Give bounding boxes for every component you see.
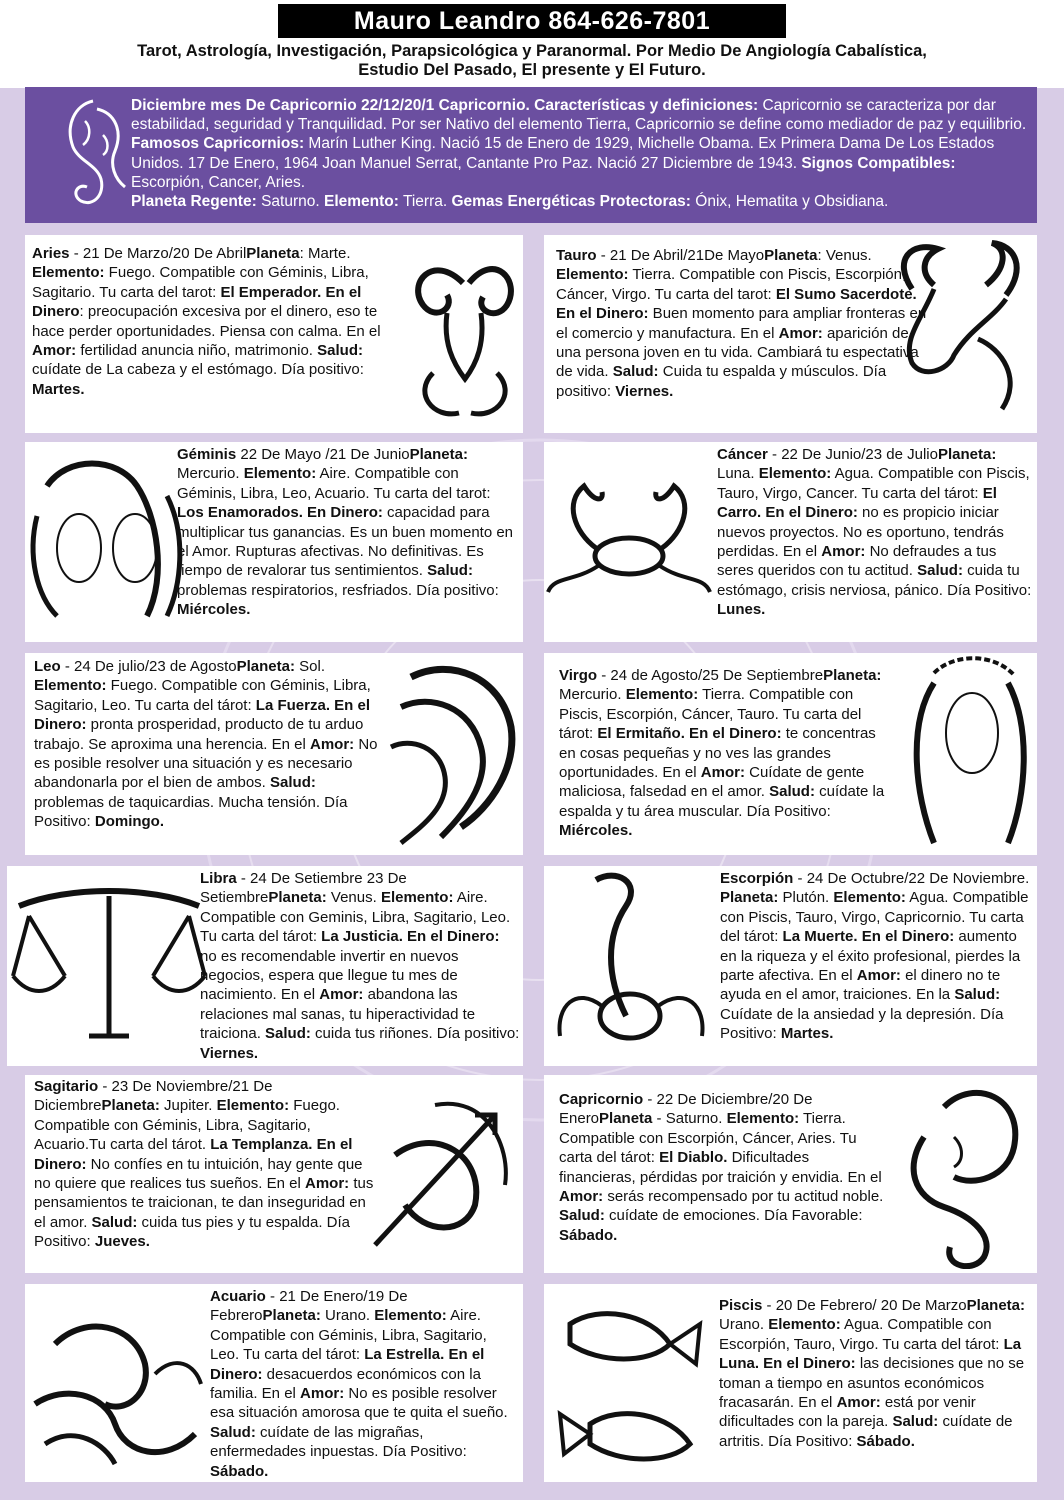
sign-text	[720, 869, 1032, 1044]
sign-money-label: En el Dinero:	[759, 1355, 856, 1373]
sign-card: La Muerte.	[782, 928, 858, 946]
sign-name: Libra	[200, 870, 237, 887]
sign-card: El Ermitaño.	[597, 725, 685, 743]
sign-name: Cáncer	[717, 446, 768, 463]
sign-element-label: Elemento:	[758, 465, 832, 483]
sign-element: Agua. Compatible con Piscis, Tauro, Virgo, Capricornio. Tu carta del tárot:	[720, 889, 1029, 946]
sign-card: La Estrella.	[364, 1346, 445, 1364]
sign-card: La Justicia.	[321, 928, 403, 946]
sign-day: Jueves.	[94, 1233, 150, 1251]
sign-name: Leo	[34, 658, 61, 675]
sign-element: Tierra. Compatible con Escorpión, Cáncer, Aries. Tu carta del tárot:	[559, 1110, 857, 1167]
sign-love-label: Amor:	[32, 342, 77, 360]
sign-health-label: Salud:	[769, 783, 815, 801]
aquarius-water-bearer-icon	[25, 1304, 210, 1474]
libra-scales-icon	[9, 886, 209, 1046]
element-label: Elemento:	[323, 193, 399, 211]
sign-love-label: Amor:	[778, 324, 823, 342]
sign-element: Aire. Compatible con Géminis, Libra, Sagitario, Leo. Tu carta del tárot:	[210, 1307, 487, 1364]
sign-planet: Luna.	[717, 465, 759, 483]
sign-text	[200, 869, 520, 1063]
sign-money-label: En el Dinero:	[857, 928, 955, 946]
sign-health-label: Salud:	[265, 1025, 311, 1043]
sign-money: No confíes en tu intuición, hay gente que no quiere que realices tus sueños. En el	[34, 1155, 363, 1193]
sign-money: Dificultades financieras, pérdidas por traición y envidia. En el	[559, 1149, 882, 1186]
sign-card-virgo	[544, 653, 1037, 855]
sign-element-label: Elemento:	[833, 889, 906, 907]
capricorn-month-panel	[25, 87, 1037, 223]
sign-planet: : Venus.	[817, 247, 872, 264]
sign-element: Agua. Compatible con Escorpión, Tauro, Virgo. Tu carta del tárot:	[719, 1316, 1004, 1353]
capricorn-desc: Capricornio se caracteriza por dar estabilidad, seguridad y Tranquilidad. Por ser Nativo del elemento Tierra, Capricornio se define como mediador de paz y equilibrio.	[131, 97, 1027, 134]
sign-money: : preocupación excesiva por el dinero, eso te hace perder oportunidades. Piensa con calma. En el	[32, 303, 381, 340]
sign-card: El Emperador.	[220, 283, 322, 301]
sign-card: El Sumo Sacerdote.	[775, 285, 917, 303]
virgo-maiden-icon	[904, 653, 1034, 853]
sign-card-acuario	[25, 1284, 523, 1482]
sign-health: cuídate de las migrañas, enfermedades inpuestas. Día Positivo:	[210, 1423, 467, 1461]
sign-dates: - 22 De Diciembre/20 De Enero	[559, 1091, 813, 1128]
gems-text: Ónix, Hematita y Obsidiana.	[690, 193, 889, 211]
sign-health-label: Salud:	[317, 342, 363, 360]
sign-planet: - Saturno.	[652, 1110, 727, 1128]
sign-dates: - 24 De Octubre/22 De Noviembre.	[793, 870, 1030, 887]
sign-love: el dinero no te ayuda en el amor, traiciones. En la	[720, 967, 1001, 1004]
sign-health: Cuida tu espalda y músculos. Día positivo:	[556, 363, 887, 400]
sign-dates: - 21 De Enero/19 De Febrero	[210, 1288, 408, 1325]
compat-label: Signos Compatibles:	[801, 154, 956, 172]
sign-card: Los Enamorados.	[177, 504, 303, 522]
sign-dates: - 21 De Marzo/20 De Abril	[69, 245, 247, 262]
sign-text	[177, 445, 517, 620]
sign-health: cuídate de La cabeza y el estómago. Día positivo:	[32, 361, 364, 379]
sign-card-capricornio	[544, 1075, 1037, 1273]
sign-money-label: En Dinero:	[302, 504, 383, 522]
sign-day: Viernes.	[200, 1044, 259, 1062]
sign-love: No es posible resolver una situación y es necesario abandonarla por el bien de ambos.	[34, 735, 378, 792]
sign-money: no es propicio iniciar nuevos proyectos. No es oportuno, tendrás perdidas. En el	[717, 504, 1004, 561]
sign-dates: 22 De Mayo /21 De Junio	[236, 446, 410, 463]
sign-planet: : Marte.	[299, 245, 351, 262]
sign-card: La Templanza.	[210, 1136, 313, 1154]
sign-element-label: Elemento:	[556, 266, 629, 284]
sign-planet-label: Planeta	[599, 1110, 653, 1128]
sign-card-geminis	[25, 442, 523, 642]
sign-name: Acuario	[210, 1288, 266, 1305]
sign-planet: Plutón.	[778, 889, 834, 907]
sign-day: Miércoles.	[559, 822, 633, 840]
sign-love: está por venir dificultades con la pareja.	[719, 1394, 976, 1431]
sign-love: tus pensamientos te traicionan, te dan inseguridad en el amor.	[34, 1175, 374, 1231]
sign-text	[559, 666, 894, 841]
sign-planet-label: Planeta:	[823, 667, 882, 684]
sign-day: Domingo.	[94, 813, 165, 831]
planet-text: Saturno.	[256, 193, 324, 211]
sign-health: cuida tus pies y tu espalda. Día Positivo:	[34, 1213, 350, 1251]
sign-text	[717, 445, 1032, 620]
sign-element: Aire. Compatible con Geminis, Libra, Sagitario, Leo. Tu carta del tárot:	[200, 889, 511, 946]
sign-name: Aries	[32, 245, 70, 262]
sign-day: Sábado.	[559, 1226, 618, 1244]
capricorn-heading: Diciembre mes De Capricornio 22/12/20/1 Capricornio. Características y definiciones:	[131, 97, 759, 114]
sign-health-label: Salud:	[892, 1413, 939, 1431]
sign-love: aparición de una persona joven en tu vida. Cambiará tu espectativa de vida.	[556, 324, 919, 381]
sign-planet-label: Planeta	[764, 247, 818, 264]
sign-text	[559, 1090, 884, 1245]
sign-health: cuida tus riñones. Día positivo:	[310, 1025, 520, 1043]
sign-planet-label: Planeta:	[409, 446, 468, 463]
sign-card-piscis	[544, 1284, 1037, 1482]
subtitle	[40, 42, 1024, 80]
sign-health: cuida tu estómago, crisis nerviosa, pánico. Día Positivo:	[717, 562, 1032, 599]
sign-name: Sagitario	[34, 1078, 99, 1095]
compat-text: Escorpión, Cancer, Aries.	[131, 173, 306, 191]
sign-money: desacuerdos económicos con la familia. En el	[210, 1365, 481, 1403]
sign-money: Buen momento para ampliar fronteras en el comercio y manufactura. En el	[556, 305, 927, 342]
capricorn-sea-goat-icon	[884, 1077, 1034, 1269]
sign-health: problemas de taquicardias. Mucha tensión. Día Positivo:	[34, 793, 348, 831]
famous-label: Famosos Capricornios:	[131, 135, 305, 153]
sign-money-label: En el Dinero:	[34, 1136, 353, 1173]
sign-name: Escorpión	[720, 870, 794, 887]
sign-element-label: Elemento:	[32, 264, 105, 282]
sign-money: no es recomendable invertir en nuevos negocios, espera que llegue tu mes de nacimiento. En el	[200, 947, 459, 1004]
sign-money: aumento en la riqueza y el éxito profesional, pierdes la parte afectiva. En el	[720, 928, 1021, 985]
sign-love-label: Amor:	[836, 1394, 881, 1412]
sagittarius-bow-icon	[355, 1085, 515, 1255]
sign-health: cuídate de artritis. Día Positivo:	[719, 1413, 1013, 1450]
header	[0, 0, 1064, 88]
sign-love: fertilidad anuncia niño, matrimonio.	[76, 342, 318, 360]
sign-text	[34, 1077, 379, 1252]
sign-love-label: Amor:	[821, 543, 866, 561]
sign-card: La Fuerza.	[255, 696, 330, 714]
sign-dates: - 24 de Agosto/25 De Septiembre	[597, 667, 824, 684]
capricorn-description	[131, 96, 1027, 211]
sign-name: Virgo	[559, 667, 598, 684]
sign-card: La Luna.	[719, 1335, 1022, 1373]
sign-text	[34, 657, 379, 832]
sign-day: Sábado.	[856, 1432, 915, 1450]
sign-element: Agua. Compatible con Piscis, Tauro, Virgo, Cancer. Tu carta del tárot:	[717, 465, 1030, 502]
sign-element-label: Elemento:	[216, 1097, 290, 1115]
sign-day: Sábado.	[210, 1462, 269, 1480]
sign-element: Tierra. Compatible con Piscis, Escorpión, Cáncer, Tauro. Tu carta del tárot:	[559, 686, 862, 743]
sign-love-label: Amor:	[305, 1175, 350, 1193]
sign-money-label: En el Dinero:	[210, 1346, 485, 1383]
sign-card-libra	[7, 866, 523, 1066]
sign-day: Lunes.	[717, 601, 766, 619]
sign-element-label: Elemento:	[768, 1316, 841, 1334]
sign-dates: - 24 De julio/23 de Agosto	[60, 658, 237, 675]
sign-planet: Jupiter.	[159, 1097, 217, 1115]
sign-card: El Carro.	[717, 484, 997, 522]
sign-health-label: Salud:	[954, 986, 1001, 1004]
sign-health-label: Salud:	[91, 1213, 138, 1231]
sign-love-label: Amor:	[300, 1385, 345, 1403]
sign-health-label: Salud:	[270, 774, 316, 792]
sign-element-label: Elemento:	[243, 465, 317, 483]
page-title: Mauro Leandro 864-626-7801	[278, 4, 786, 38]
famous-text: Marín Luther King. Nació 15 de Enero de 1929, Michelle Obama. Ex Primera Dama De Los Estados Unidos. 17 De Enero, 1964 Joan Manuel Serrat, Cantante Pro Paz. Nació 27 Diciembre de 1943.	[131, 135, 995, 172]
sign-money-label: En el Dinero:	[556, 305, 649, 323]
sign-card-sagitario	[25, 1075, 523, 1273]
sign-element: Fuego. Compatible con Géminis, Libra, Sagitario. Tu carta del tarot:	[32, 264, 369, 301]
sign-money: pronta prosperidad, producto de tu arduo trabajo. Se aproxima una herencia. En el	[34, 716, 364, 753]
sign-name: Piscis	[719, 1297, 763, 1314]
sign-element: Aire. Compatible con Géminis, Libra, Leo, Acuario. Tu carta del tarot:	[177, 465, 491, 502]
element-text: Tierra.	[398, 193, 452, 211]
sign-love-label: Amor:	[310, 735, 355, 753]
sign-planet: Mercurio.	[559, 686, 626, 704]
sign-love: abandona las relaciones mal sanas, tu hiperactividad te traiciona.	[200, 986, 476, 1043]
sign-element: Fuego. Compatible con Géminis, Libra, Sagitario, Leo. Tu carta del tárot:	[34, 677, 371, 714]
sign-love-label: Amor:	[700, 764, 745, 782]
sign-planet-label: Planeta:	[966, 1297, 1025, 1314]
sign-day: Viernes.	[615, 382, 674, 400]
sign-element-label: Elemento:	[726, 1110, 800, 1128]
sign-dates: - 23 De Noviembre/21 De Diciembre	[34, 1078, 273, 1115]
sign-element-label: Elemento:	[34, 677, 107, 695]
sign-planet-label: Planeta	[246, 245, 300, 262]
sign-text	[210, 1287, 520, 1481]
sign-element: Tierra. Compatible con Piscis, Escorpión, Cáncer, Virgo. Tu carta del tarot:	[556, 266, 907, 303]
sign-card-aries	[25, 235, 523, 433]
sign-planet-label: Planeta:	[262, 1307, 321, 1325]
sign-element-label: Elemento:	[374, 1307, 447, 1325]
sign-planet: Mercurio.	[177, 465, 244, 483]
sign-name: Tauro	[556, 247, 597, 264]
sign-health: Cuídate de la ansiedad y la depresión. Día Positivo:	[720, 1005, 1004, 1043]
sign-planet-label: Planeta:	[720, 889, 779, 907]
sign-money-label: En el Dinero:	[34, 696, 370, 734]
sign-money-label: En el Dinero:	[684, 725, 782, 743]
sign-dates: - 22 De Junio/23 de Julio	[767, 446, 938, 463]
sign-element-label: Elemento:	[625, 686, 699, 704]
sign-money-label: En el Dinero:	[761, 504, 858, 522]
subtitle-line: Estudio Del Pasado, El presente y El Futuro.	[358, 61, 706, 79]
sign-money: te concentras en cosas pequeñas y no ves las grandes oportunidades. En el	[559, 725, 876, 782]
sign-money: las decisiones que no se toman a tiempo en asuntos económicos fracasarán. En el	[719, 1355, 1025, 1412]
sign-health-label: Salud:	[210, 1423, 256, 1441]
sign-planet-label: Planeta:	[268, 889, 327, 907]
sign-planet: Venus.	[326, 889, 381, 907]
sign-name: Capricornio	[559, 1091, 644, 1108]
pisces-fish-icon	[550, 1294, 710, 1474]
sign-day: Martes.	[780, 1025, 834, 1043]
sign-name: Géminis	[177, 446, 237, 463]
sign-money-label: En el Dinero	[32, 283, 362, 321]
leo-lion-icon	[381, 657, 521, 851]
sign-element-label: Elemento:	[380, 889, 454, 907]
sign-planet-label: Planeta:	[101, 1097, 160, 1115]
sign-card-escorpion	[544, 866, 1037, 1066]
sign-element: Fuego. Compatible con Géminis, Libra, Sagitario, Acuario.Tu carta del tárot.	[34, 1097, 340, 1154]
sign-love: No defraudes a tus seres queridos con tu actitud.	[717, 543, 997, 580]
sign-health: problemas respiratorios, resfriados. Día positivo:	[177, 581, 499, 599]
sign-card-tauro	[544, 235, 1037, 433]
sign-love: Cuídate de gente maliciosa, falsedad en el amor.	[559, 764, 865, 801]
sign-text	[32, 244, 387, 399]
planet-label: Planeta Regente:	[131, 193, 257, 211]
sign-love: No es posible resolver esa situación amorosa que te quita el sueño.	[210, 1385, 508, 1422]
sign-text	[556, 246, 936, 401]
gemini-twins-icon	[27, 456, 187, 626]
sign-love: serás recompensado por tu actitud noble.	[603, 1188, 884, 1206]
sign-dates: - 20 De Febrero/ 20 De Marzo	[762, 1297, 967, 1314]
sign-dates: - 24 De Setiembre 23 De Setiembre	[200, 870, 407, 907]
sign-planet-label: Planeta:	[937, 446, 997, 463]
sign-card-leo	[25, 653, 523, 855]
sign-health-label: Salud:	[427, 562, 473, 580]
capricorn-goat-icon	[57, 95, 135, 213]
sign-planet: Sol.	[294, 658, 325, 675]
sign-text	[719, 1296, 1034, 1451]
sign-planet: Urano.	[719, 1316, 769, 1334]
sign-love-label: Amor:	[856, 967, 901, 985]
sign-health-label: Salud:	[612, 363, 659, 381]
sign-planet: Urano.	[320, 1307, 375, 1325]
sign-health-label: Salud:	[917, 562, 963, 580]
gems-label: Gemas Energéticas Protectoras:	[451, 193, 691, 211]
sign-health: cuídate la espalda y tu área muscular. Día Positivo:	[559, 783, 885, 820]
sign-love-label: Amor:	[319, 986, 364, 1004]
sign-card: El Diablo.	[659, 1149, 728, 1167]
scorpio-scorpion-icon	[546, 866, 716, 1062]
sign-health-label: Salud:	[559, 1207, 605, 1225]
sign-planet-label: Planeta:	[236, 658, 295, 675]
sign-day: Miércoles.	[177, 601, 251, 619]
sign-love-label: Amor:	[559, 1188, 604, 1206]
sign-day: Martes.	[32, 380, 85, 398]
sign-card-cancer	[544, 442, 1037, 642]
sign-money-label: En el Dinero:	[402, 928, 500, 946]
aries-ram-icon	[403, 243, 523, 423]
sign-dates: - 21 De Abril/21De Mayo	[596, 247, 765, 264]
taurus-bull-icon	[882, 239, 1032, 419]
sign-health: cuídate de emociones. Día Favorable:	[604, 1207, 863, 1225]
cancer-crab-icon	[544, 472, 714, 612]
subtitle-line: Tarot, Astrología, Investigación, Parapsicológica y Paranormal. Por Medio De Angiología Cabalística,	[137, 42, 927, 60]
sign-money: capacidad para multiplicar tus ganancias. Es un buen momento en el Amor. Rupturas afectivas. No definitivas. Es tiempo de revalorar tus sentimientos.	[177, 504, 514, 580]
